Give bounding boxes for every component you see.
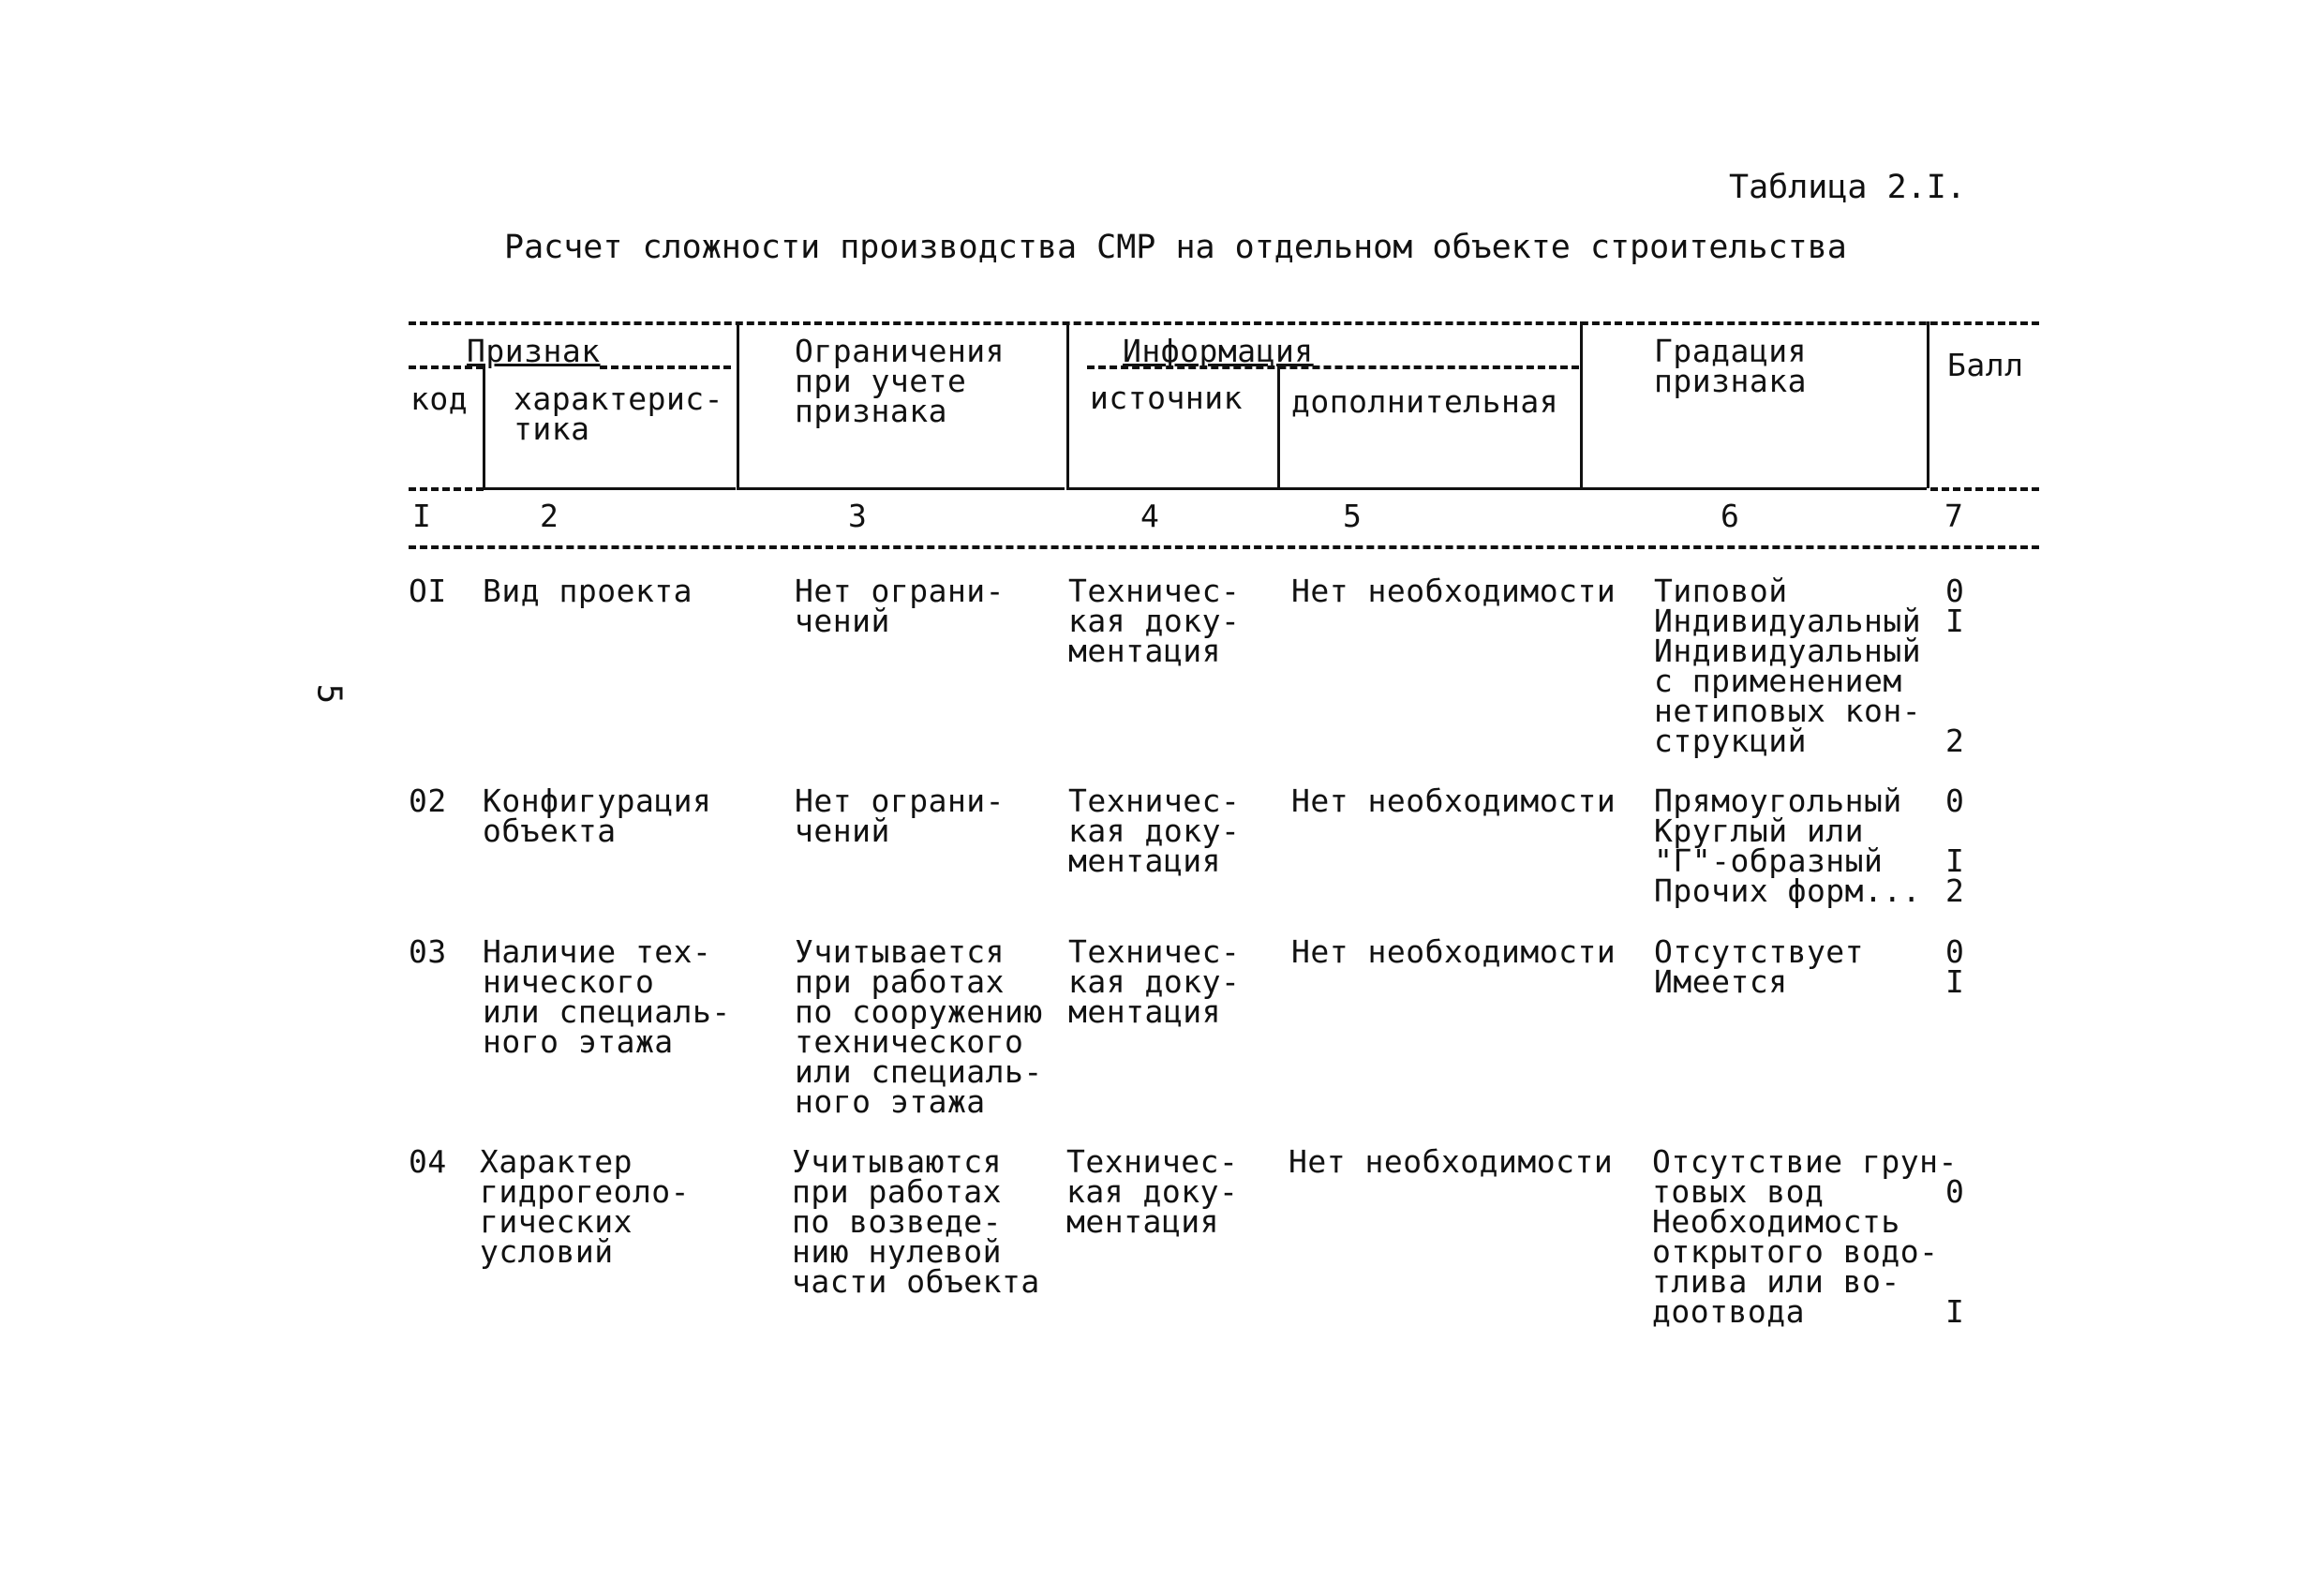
column-number: 2 bbox=[540, 498, 559, 534]
row-extra: Нет необходимости bbox=[1289, 1143, 1614, 1180]
header-divider bbox=[737, 487, 1065, 490]
header-divider bbox=[1277, 487, 1580, 490]
column-number: 6 bbox=[1721, 498, 1740, 534]
header-istochnik: источник bbox=[1090, 380, 1243, 416]
row-extra: Нет необходимости bbox=[1291, 783, 1616, 819]
header-informaciya: Информация bbox=[1123, 333, 1314, 369]
header-divider bbox=[1066, 487, 1277, 490]
header-bottom-rule bbox=[1930, 487, 2039, 491]
header-ball: Балл bbox=[1947, 347, 2024, 383]
row-score: 0 I 2 bbox=[1945, 573, 1965, 759]
header-ogranicheniya: Ограничения при учете признака bbox=[795, 333, 1006, 429]
row-feature: Конфигурация объекта bbox=[483, 783, 712, 849]
row-score: 0 I bbox=[1945, 933, 1965, 1000]
row-gradation: Отсутствие грун- товых вод Необходимость открытого водо- тлива или во- доотвода bbox=[1652, 1143, 1958, 1330]
row-gradation: Прямоугольный Круглый или "Г"-образный Прочих форм... bbox=[1654, 783, 1922, 909]
row-score: 0 I 2 bbox=[1945, 783, 1965, 909]
column-number: 3 bbox=[848, 498, 868, 534]
row-code: 02 bbox=[409, 783, 447, 819]
column-number: 5 bbox=[1343, 498, 1363, 534]
row-score: 0 I bbox=[1945, 1173, 1965, 1330]
header-divider bbox=[483, 365, 485, 487]
row-code: 04 bbox=[409, 1143, 447, 1180]
row-limits: Нет ограни- чений bbox=[795, 573, 1006, 639]
row-feature: Вид проекта bbox=[483, 573, 693, 609]
header-kod: код bbox=[410, 380, 469, 417]
page-number: 5 bbox=[309, 683, 349, 705]
header-divider bbox=[737, 321, 739, 488]
row-code: OI bbox=[409, 573, 447, 609]
header-divider bbox=[1927, 321, 1929, 488]
row-source: Техничес- кая доку- ментация bbox=[1068, 933, 1241, 1030]
row-limits: Учитываются при работах по возведе- нию нулевой части объекта bbox=[792, 1143, 1040, 1300]
row-feature: Наличие тех- нического или специаль- ного этажа bbox=[483, 933, 731, 1060]
row-limits: Учитывается при работах по сооружению технического или специаль- ного этажа bbox=[795, 933, 1043, 1120]
row-source: Техничес- кая доку- ментация bbox=[1068, 573, 1241, 669]
header-divider bbox=[600, 365, 731, 369]
row-gradation: Отсутствует Имеется bbox=[1654, 933, 1865, 1000]
numbers-rule bbox=[409, 545, 2039, 549]
header-divider bbox=[1066, 321, 1069, 488]
row-code: 03 bbox=[409, 933, 447, 970]
column-number: 7 bbox=[1944, 498, 1964, 534]
row-gradation: Типовой Индивидуальный Индивидуальный с применением нетиповых кон- струкций bbox=[1654, 573, 1922, 759]
header-top-rule bbox=[409, 321, 2039, 325]
row-source: Техничес- кая доку- ментация bbox=[1066, 1143, 1239, 1240]
row-limits: Нет ограни- чений bbox=[795, 783, 1006, 849]
header-divider bbox=[483, 487, 736, 490]
header-priznak: Признак bbox=[467, 333, 601, 369]
column-number: I bbox=[412, 498, 432, 534]
header-divider bbox=[1277, 365, 1280, 487]
table-title: Расчет сложности производства СМР на отдельном объекте строительства bbox=[504, 229, 1847, 266]
header-bottom-rule bbox=[409, 487, 484, 491]
header-dopolnitelnaya: дополнительная bbox=[1291, 383, 1559, 420]
header-divider bbox=[1580, 321, 1583, 488]
row-feature: Характер гидрогеоло- гических условий bbox=[480, 1143, 691, 1270]
table-label: Таблица 2.I. bbox=[1729, 169, 1966, 206]
header-harakteristika: характерис- тика bbox=[514, 380, 724, 447]
header-gradaciya: Градация признака bbox=[1654, 333, 1807, 399]
column-number: 4 bbox=[1140, 498, 1160, 534]
row-extra: Нет необходимости bbox=[1291, 573, 1616, 609]
row-source: Техничес- кая доку- ментация bbox=[1068, 783, 1241, 879]
row-extra: Нет необходимости bbox=[1291, 933, 1616, 970]
header-divider bbox=[1580, 487, 1927, 490]
